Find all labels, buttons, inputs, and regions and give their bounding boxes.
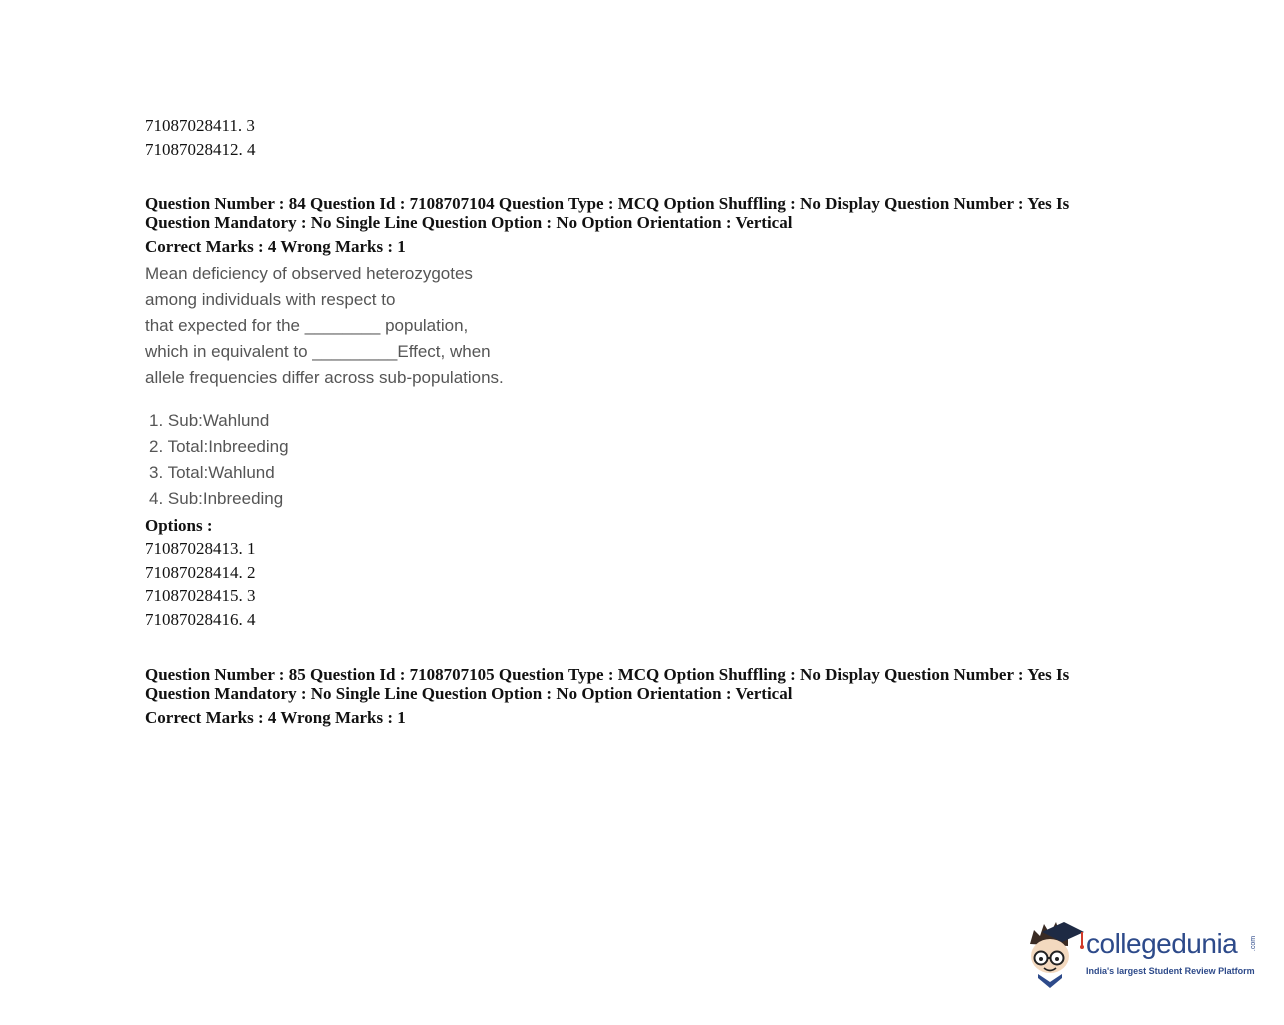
question-text-line: among individuals with respect to [145,290,396,309]
question-header: Question Number : 84 Question Id : 7108707104 Question Type : MCQ Option Shuffling : No Display Question Number : Yes Is [145,194,1070,213]
question-marks: Correct Marks : 4 Wrong Marks : 1 [145,237,406,256]
question-header: Question Mandatory : No Single Line Question Option : No Option Orientation : Vertical [145,684,793,703]
student-mascot-icon [1024,918,1086,990]
logo-tagline: India's largest Student Review Platform [1086,966,1255,976]
choice-item: 4. Sub:Inbreeding [149,489,284,508]
question-text-line: Mean deficiency of observed heterozygotes [145,264,473,283]
option-line: 71087028414. 2 [145,563,256,582]
question-header: Question Mandatory : No Single Line Question Option : No Option Orientation : Vertical [145,213,793,232]
collegedunia-logo [1024,918,1264,990]
question-text-line: that expected for the ________ population, [145,316,469,335]
choice-item: 2. Total:Inbreeding [149,437,289,456]
question-text-line: allele frequencies differ across sub-populations. [145,368,504,387]
option-line: 71087028416. 4 [145,610,256,629]
question-marks: Correct Marks : 4 Wrong Marks : 1 [145,708,406,727]
question-text-line: which in equivalent to _________Effect, when [145,342,491,361]
option-line: 71087028415. 3 [145,586,256,605]
choice-item: 1. Sub:Wahlund [149,411,270,430]
options-label: Options : [145,516,213,535]
logo-wordmark: collegedunia [1086,928,1238,959]
option-line: 71087028412. 4 [145,140,256,159]
choice-item: 3. Total:Wahlund [149,463,275,482]
option-line: 71087028413. 1 [145,539,256,558]
logo-suffix: .com [1250,935,1258,952]
question-header: Question Number : 85 Question Id : 7108707105 Question Type : MCQ Option Shuffling : No Display Question Number : Yes Is [145,665,1070,684]
option-line: 71087028411. 3 [145,116,255,135]
